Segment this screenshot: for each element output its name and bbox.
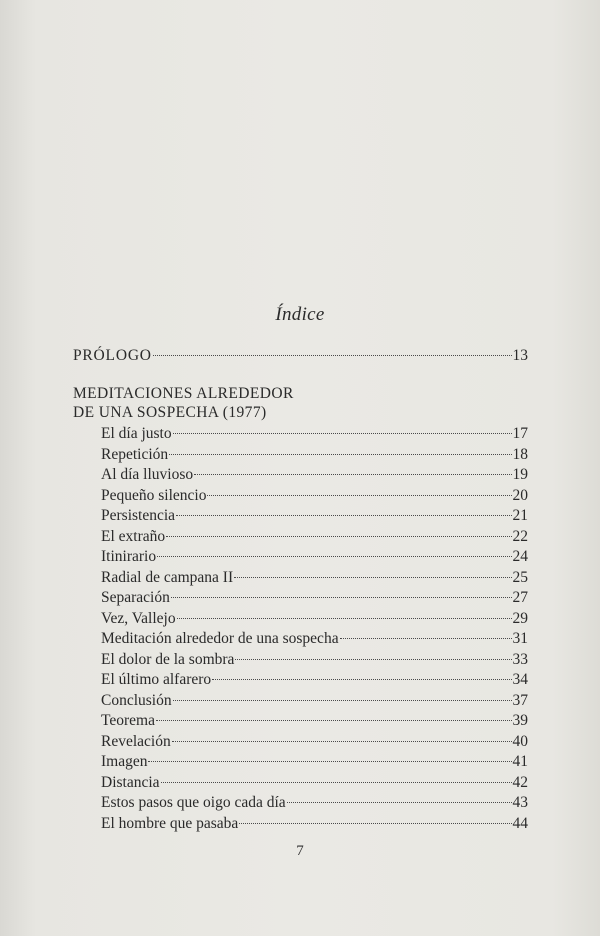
toc-entry xyxy=(101,650,528,671)
toc-entry-page: 31 xyxy=(512,630,528,647)
dot-leader xyxy=(194,474,511,475)
section-heading-line: MEDITACIONES ALREDEDOR xyxy=(73,385,294,402)
toc-entry xyxy=(101,445,528,466)
dot-leader xyxy=(207,495,511,496)
toc-entry xyxy=(101,527,528,548)
dot-leader xyxy=(166,536,511,537)
toc-entry-label: Meditación alrededor de una sospecha xyxy=(101,630,339,647)
toc-entry-label: Teorema xyxy=(101,712,155,729)
toc-entry-label: Pequeño silencio xyxy=(101,486,207,504)
toc-entry-page: 20 xyxy=(512,486,528,504)
toc-entry-page: 29 xyxy=(512,609,528,627)
toc-entry-page: 41 xyxy=(512,753,528,770)
toc-entry-label: Persistencia xyxy=(101,507,176,524)
toc-entry-page: 33 xyxy=(512,650,528,668)
toc-entry-label: Imagen xyxy=(101,753,148,770)
toc-entry xyxy=(101,793,528,814)
dot-leader xyxy=(173,700,512,701)
toc-prologue xyxy=(73,346,528,367)
toc-entry xyxy=(101,588,528,609)
toc-entry xyxy=(101,486,528,507)
toc-entry xyxy=(101,547,528,568)
toc-entry-page: 27 xyxy=(512,589,528,606)
toc-entry-label: PRÓLOGO xyxy=(73,347,152,364)
toc-entry xyxy=(101,752,528,773)
page-number: 7 xyxy=(296,843,304,859)
toc-entry xyxy=(101,691,528,712)
toc-entry-label: Vez, Vallejo xyxy=(101,609,176,627)
dot-leader xyxy=(171,597,512,598)
section-heading xyxy=(73,384,294,422)
toc-entry xyxy=(101,506,528,527)
toc-entry-page: 43 xyxy=(512,794,528,811)
toc-entry-label: El extraño xyxy=(101,527,166,545)
toc-list xyxy=(101,424,528,834)
dot-leader xyxy=(156,720,512,721)
toc-entry-label: Repetición xyxy=(101,445,169,463)
dot-leader xyxy=(212,679,511,680)
toc-entry xyxy=(101,629,528,650)
toc-entry xyxy=(101,609,528,630)
dot-leader xyxy=(340,638,512,639)
section-heading-line: DE UNA SOSPECHA (1977) xyxy=(73,404,267,421)
dot-leader xyxy=(177,618,512,619)
dot-leader xyxy=(172,741,512,742)
dot-leader xyxy=(239,823,511,824)
dot-leader xyxy=(235,659,511,660)
toc-entry xyxy=(101,711,528,732)
toc-entry-page: 44 xyxy=(512,814,528,832)
toc-entry-page: 39 xyxy=(512,712,528,729)
toc-entry-label: Al día lluvioso xyxy=(101,466,194,483)
toc-entry-label: Conclusión xyxy=(101,691,172,709)
toc-entry-page: 19 xyxy=(512,466,528,483)
toc-entry-page: 37 xyxy=(512,691,528,709)
toc-entry-label: El día justo xyxy=(101,425,172,442)
toc-entry xyxy=(101,732,528,753)
toc-entry-label: Radial de campana II xyxy=(101,568,234,586)
toc-entry-label: Separación xyxy=(101,589,170,606)
toc-entry xyxy=(73,346,528,367)
dot-leader xyxy=(173,433,512,434)
toc-entry xyxy=(101,568,528,589)
toc-entry xyxy=(101,773,528,794)
toc-entry-label: El hombre que pasaba xyxy=(101,814,239,832)
dot-leader xyxy=(153,355,512,356)
dot-leader xyxy=(169,454,511,455)
dot-leader xyxy=(161,782,512,783)
toc-entry-label: Estos pasos que oigo cada día xyxy=(101,794,286,811)
toc-entry-label: El último alfarero xyxy=(101,671,212,688)
toc-entry-label: Distancia xyxy=(101,773,160,791)
page-title: Índice xyxy=(275,304,325,325)
toc-entry-page: 42 xyxy=(512,773,528,791)
toc-entry-page: 21 xyxy=(512,507,528,524)
toc-entry-page: 24 xyxy=(512,548,528,565)
dot-leader xyxy=(148,761,511,762)
toc-entry-page: 40 xyxy=(512,732,528,750)
toc-entry-page: 25 xyxy=(512,568,528,586)
toc-entry-label: El dolor de la sombra xyxy=(101,650,235,668)
toc-entry-page: 13 xyxy=(512,347,528,364)
toc-entry-label: Itinirario xyxy=(101,548,157,565)
dot-leader xyxy=(157,556,511,557)
toc-entry-page: 17 xyxy=(512,425,528,442)
toc-entry xyxy=(101,814,528,835)
dot-leader xyxy=(287,802,512,803)
toc-entry xyxy=(101,670,528,691)
toc-entry xyxy=(101,424,528,445)
toc-entry-label: Revelación xyxy=(101,732,171,750)
dot-leader xyxy=(176,515,511,516)
toc-entry xyxy=(101,465,528,486)
toc-entry-page: 18 xyxy=(512,445,528,463)
toc-entry-page: 22 xyxy=(512,527,528,545)
toc-entry-page: 34 xyxy=(512,671,528,688)
dot-leader xyxy=(234,577,511,578)
